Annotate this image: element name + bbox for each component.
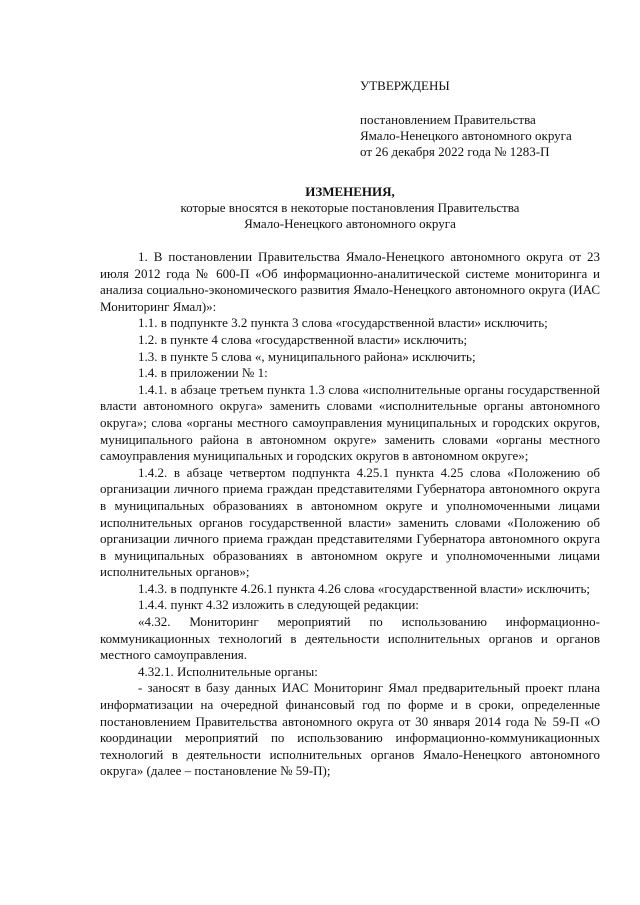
approval-block — [360, 78, 620, 160]
paragraph-1-4: 1.4. в приложении № 1: — [138, 365, 268, 381]
approval-line: постановлением Правительства — [360, 112, 536, 127]
paragraph-4-32: «4.32. Мониторинг мероприятий по использованию информационно-коммуникационных технологий в деятельности исполнительных органов и органов местного самоуправления. — [100, 614, 600, 663]
document-subtitle-line: которые вносятся в некоторые постановления Правительства — [180, 200, 520, 215]
paragraph-1-4-3: 1.4.3. в подпункте 4.26.1 пункта 4.26 слова «государственной власти» исключить; — [138, 580, 591, 596]
paragraph-1-4-1: 1.4.1. в абзаце третьем пункта 1.3 слова «исполнительные органы государственной власти автономного округа» заменить словами «исполнительные органы автономного округа»; слова «органы местного самоуправления муниципальных и городских округов, муниципального района в автономном округе» заменить словами «органы местного самоуправления муниципальных и городских округов в автономном округе»; — [100, 381, 600, 464]
document-body — [100, 249, 600, 780]
document-heading — [100, 184, 600, 232]
paragraph-4-32-1: 4.32.1. Исполнительные органы: — [138, 663, 318, 679]
approval-stamp-title: УТВЕРЖДЕНЫ — [360, 78, 450, 93]
paragraph-4-32-1-item: - заносят в базу данных ИАС Мониторинг Ямал предварительный проект плана информатизации на очередной финансовый год по форме и в сроки, определенные постановлением Правительства автономного округа от 30 января 2014 года № 59-П «О координации мероприятий по использованию информационно-коммуникационных технологий в деятельности исполнительных органов Ямало-Ненецкого автономного округа» (далее – постановление № 59-П); — [100, 680, 600, 779]
paragraph-1-4-2: 1.4.2. в абзаце четвертом подпункта 4.25.1 пункта 4.25 слова «Положению об организации личного приема граждан представителями Губернатора автономного округа в муниципальных образованиях в автономном округе и уполномоченными лицами исполнительных органов государственной власти» заменить словами «Положению об организации личного приема граждан представителями Губернатора автономного округа в муниципальных образованиях в автономном округе и уполномоченными лицами исполнительных органов»; — [100, 464, 600, 580]
paragraph-1: 1. В постановлении Правительства Ямало-Ненецкого автономного округа от 23 июля 2012 года № 600-П «Об информационно-аналитической системе мониторинга и анализа социально-экономического развития Ямало-Ненецкого автономного округа (ИАС Мониторинг Ямал)»: — [100, 249, 600, 314]
paragraph-1-4-4: 1.4.4. пункт 4.32 изложить в следующей редакции: — [138, 597, 419, 613]
document-subtitle-line: Ямало-Ненецкого автономного округа — [244, 216, 456, 231]
approval-line: от 26 декабря 2022 года № 1283-П — [360, 144, 550, 159]
document-title: ИЗМЕНЕНИЯ, — [305, 184, 395, 199]
paragraph-1-1: 1.1. в подпункте 3.2 пункта 3 слова «государственной власти» исключить; — [138, 315, 548, 331]
paragraph-1-2: 1.2. в пункте 4 слова «государственной власти» исключить; — [138, 331, 468, 347]
paragraph-1-3: 1.3. в пункте 5 слова «, муниципального района» исключить; — [138, 348, 476, 364]
approval-line: Ямало-Ненецкого автономного округа — [360, 128, 572, 143]
